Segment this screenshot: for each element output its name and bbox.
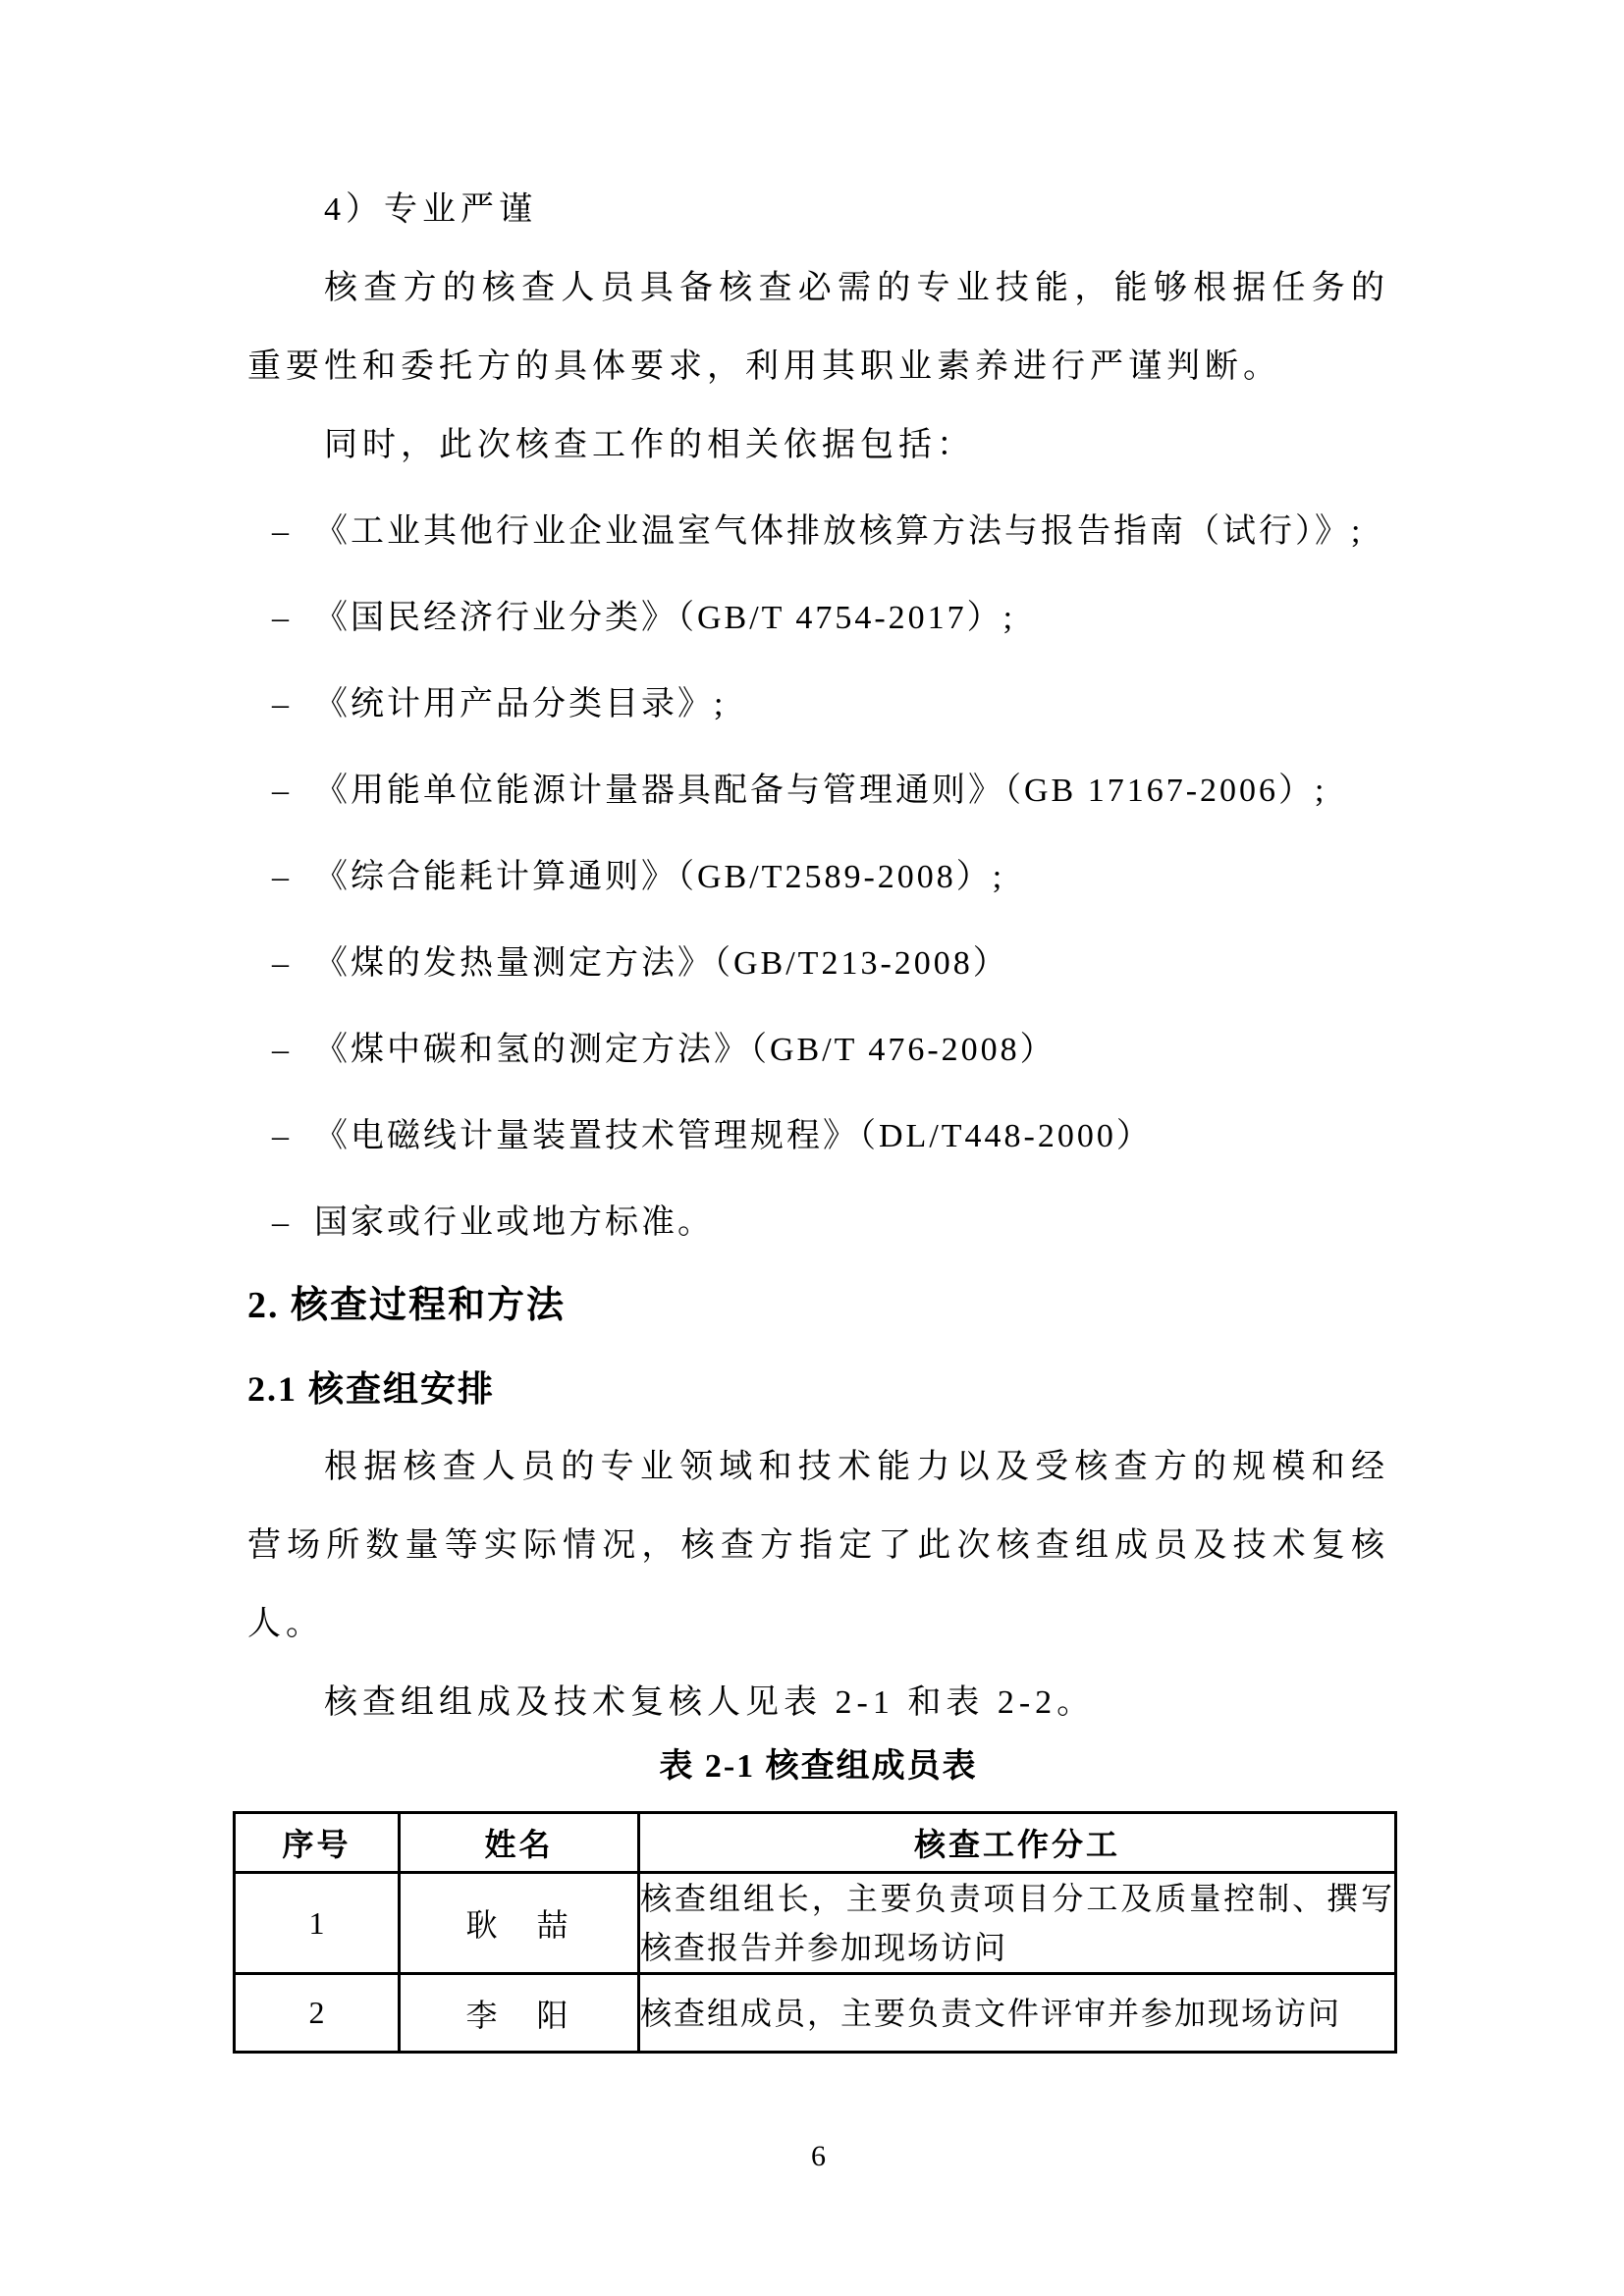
paragraph-professional-rigor: 核查方的核查人员具备核查必需的专业技能，能够根据任务的重要性和委托方的具体要求，利用其职业素养进行严谨判断。	[247, 270, 1389, 385]
cell-no: 1	[235, 1873, 400, 1974]
table-header-row	[235, 1813, 1396, 1873]
reference-text: 《综合能耗计算通则》（GB/T2589-2008）;	[314, 859, 1005, 895]
dash-bullet: –	[272, 1204, 289, 1241]
column-header-name: 姓名	[400, 1813, 639, 1873]
reference-text: 《煤中碳和氢的测定方法》（GB/T 476-2008）	[314, 1032, 1056, 1068]
cell-name: 耿 喆	[400, 1873, 639, 1974]
table-row	[235, 1974, 1396, 2053]
paragraph-team-arrangement: 根据核查人员的专业领域和技术能力以及受核查方的规模和经营场所数量等实际情况，核查方指定了此次核查组成员及技术复核人。	[247, 1449, 1389, 1642]
cell-no: 2	[235, 1974, 400, 2053]
cell-duty: 核查组组长，主要负责项目分工及质量控制、撰写核查报告并参加现场访问	[639, 1873, 1396, 1974]
cell-duty: 核查组成员，主要负责文件评审并参加现场访问	[639, 1974, 1396, 2053]
list-item-reference	[247, 748, 1389, 834]
table-row	[235, 1873, 1396, 1974]
list-item-reference	[247, 1180, 1389, 1266]
dash-bullet: –	[272, 1032, 289, 1068]
dash-bullet: –	[272, 600, 289, 636]
verification-team-table	[233, 1811, 1397, 2054]
paragraph-see-tables: 核查组组成及技术复核人见表 2-1 和表 2-2。	[324, 1684, 1096, 1721]
dash-bullet: –	[272, 859, 289, 895]
reference-text: 国家或行业或地方标准。	[314, 1204, 714, 1241]
section-heading-2: 2. 核查过程和方法	[247, 1285, 567, 1326]
page-number: 6	[811, 2140, 826, 2172]
list-item-reference	[247, 834, 1389, 921]
reference-list	[247, 489, 1389, 1266]
subsection-heading-4: 4）专业严谨	[324, 191, 537, 228]
dash-bullet: –	[272, 1118, 289, 1154]
list-item-reference	[247, 1094, 1389, 1180]
list-item-reference	[247, 575, 1389, 662]
column-header-duty: 核查工作分工	[639, 1813, 1396, 1873]
dash-bullet: –	[272, 773, 289, 809]
cell-name: 李 阳	[400, 1974, 639, 2053]
reference-text: 《煤的发热量测定方法》（GB/T213-2008）	[314, 945, 1009, 982]
section-heading-2-1: 2.1 核查组安排	[247, 1369, 496, 1409]
page-content	[247, 187, 1394, 2054]
reference-text: 《国民经济行业分类》（GB/T 4754-2017）;	[314, 600, 1016, 636]
dash-bullet: –	[272, 513, 289, 550]
reference-text: 《统计用产品分类目录》;	[314, 686, 727, 722]
dash-bullet: –	[272, 686, 289, 722]
list-item-reference	[247, 662, 1389, 748]
reference-text: 《电磁线计量装置技术管理规程》（DL/T448-2000）	[314, 1118, 1153, 1154]
paragraph-basis-intro: 同时，此次核查工作的相关依据包括：	[324, 427, 975, 463]
reference-text: 《用能单位能源计量器具配备与管理通则》（GB 17167-2006）;	[314, 773, 1327, 809]
list-item-reference	[247, 921, 1389, 1007]
column-header-no: 序号	[235, 1813, 400, 1873]
dash-bullet: –	[272, 945, 289, 982]
reference-text: 《工业其他行业企业温室气体排放核算方法与报告指南（试行）》;	[314, 513, 1364, 550]
list-item-reference	[247, 1007, 1389, 1094]
list-item-reference	[247, 489, 1389, 575]
table-2-1-title: 表 2-1 核查组成员表	[659, 1748, 978, 1785]
